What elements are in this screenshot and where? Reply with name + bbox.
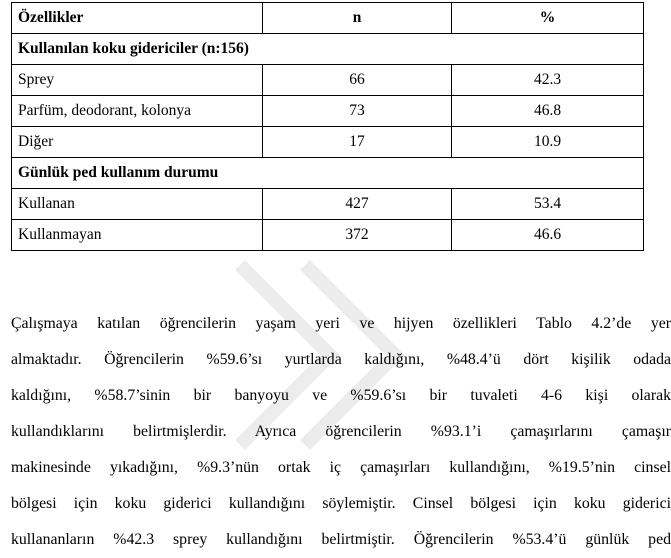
- section-title: Kullanılan koku gidericiler (n:156): [12, 34, 644, 65]
- row-n: 372: [263, 220, 452, 251]
- row-percent: 46.6: [452, 220, 644, 251]
- row-label: Sprey: [12, 65, 263, 96]
- table-row: [12, 189, 644, 220]
- row-label: Kullanmayan: [12, 220, 263, 251]
- table-row: [12, 127, 644, 158]
- body-paragraph: [11, 306, 671, 558]
- paragraph-line: kaldığını, %58.7’sinin bir banyoyu ve %59.6’sı bir tuvaleti 4-6 kişi olarak: [11, 387, 671, 404]
- table-row: [12, 96, 644, 127]
- paragraph-line: makinesinde yıkadığını, %9.3’nün ortak iç çamaşırları kullandığını, %19.5’nin cinsel: [11, 459, 671, 476]
- row-percent: 42.3: [452, 65, 644, 96]
- features-table: [11, 2, 644, 251]
- header-percent: %: [452, 3, 644, 34]
- section-title: Günlük ped kullanım durumu: [12, 158, 644, 189]
- section-row-pad-usage: [12, 158, 644, 189]
- paragraph-line: bölgesi için koku giderici kullandığını söylemiştir. Cinsel bölgesi için koku giderici: [11, 495, 671, 512]
- table-row: [12, 220, 644, 251]
- row-percent: 46.8: [452, 96, 644, 127]
- row-n: 427: [263, 189, 452, 220]
- row-percent: 10.9: [452, 127, 644, 158]
- row-label: Kullanan: [12, 189, 263, 220]
- row-label: Diğer: [12, 127, 263, 158]
- header-features: Özellikler: [12, 3, 263, 34]
- table-header-row: [12, 3, 644, 34]
- row-n: 17: [263, 127, 452, 158]
- row-n: 73: [263, 96, 452, 127]
- paragraph-line: kullandıklarını belirtmişlerdir. Ayrıca öğrencilerin %93.1’i çamaşırlarını çamaşır: [11, 423, 671, 440]
- table-row: [12, 65, 644, 96]
- paragraph-line: almaktadır. Öğrencilerin %59.6’sı yurtlarda kaldığını, %48.4’ü dört kişilik odada: [11, 351, 671, 368]
- paragraph-line: Çalışmaya katılan öğrencilerin yaşam yeri ve hijyen özellikleri Tablo 4.2’de yer: [11, 315, 671, 332]
- paragraph-line: kullananların %42.3 sprey kullandığını belirtmiştir. Öğrencilerin %53.4’ü günlük ped: [11, 531, 671, 548]
- row-percent: 53.4: [452, 189, 644, 220]
- section-row-deodorants: [12, 34, 644, 65]
- row-n: 66: [263, 65, 452, 96]
- row-label: Parfüm, deodorant, kolonya: [12, 96, 263, 127]
- header-n: n: [263, 3, 452, 34]
